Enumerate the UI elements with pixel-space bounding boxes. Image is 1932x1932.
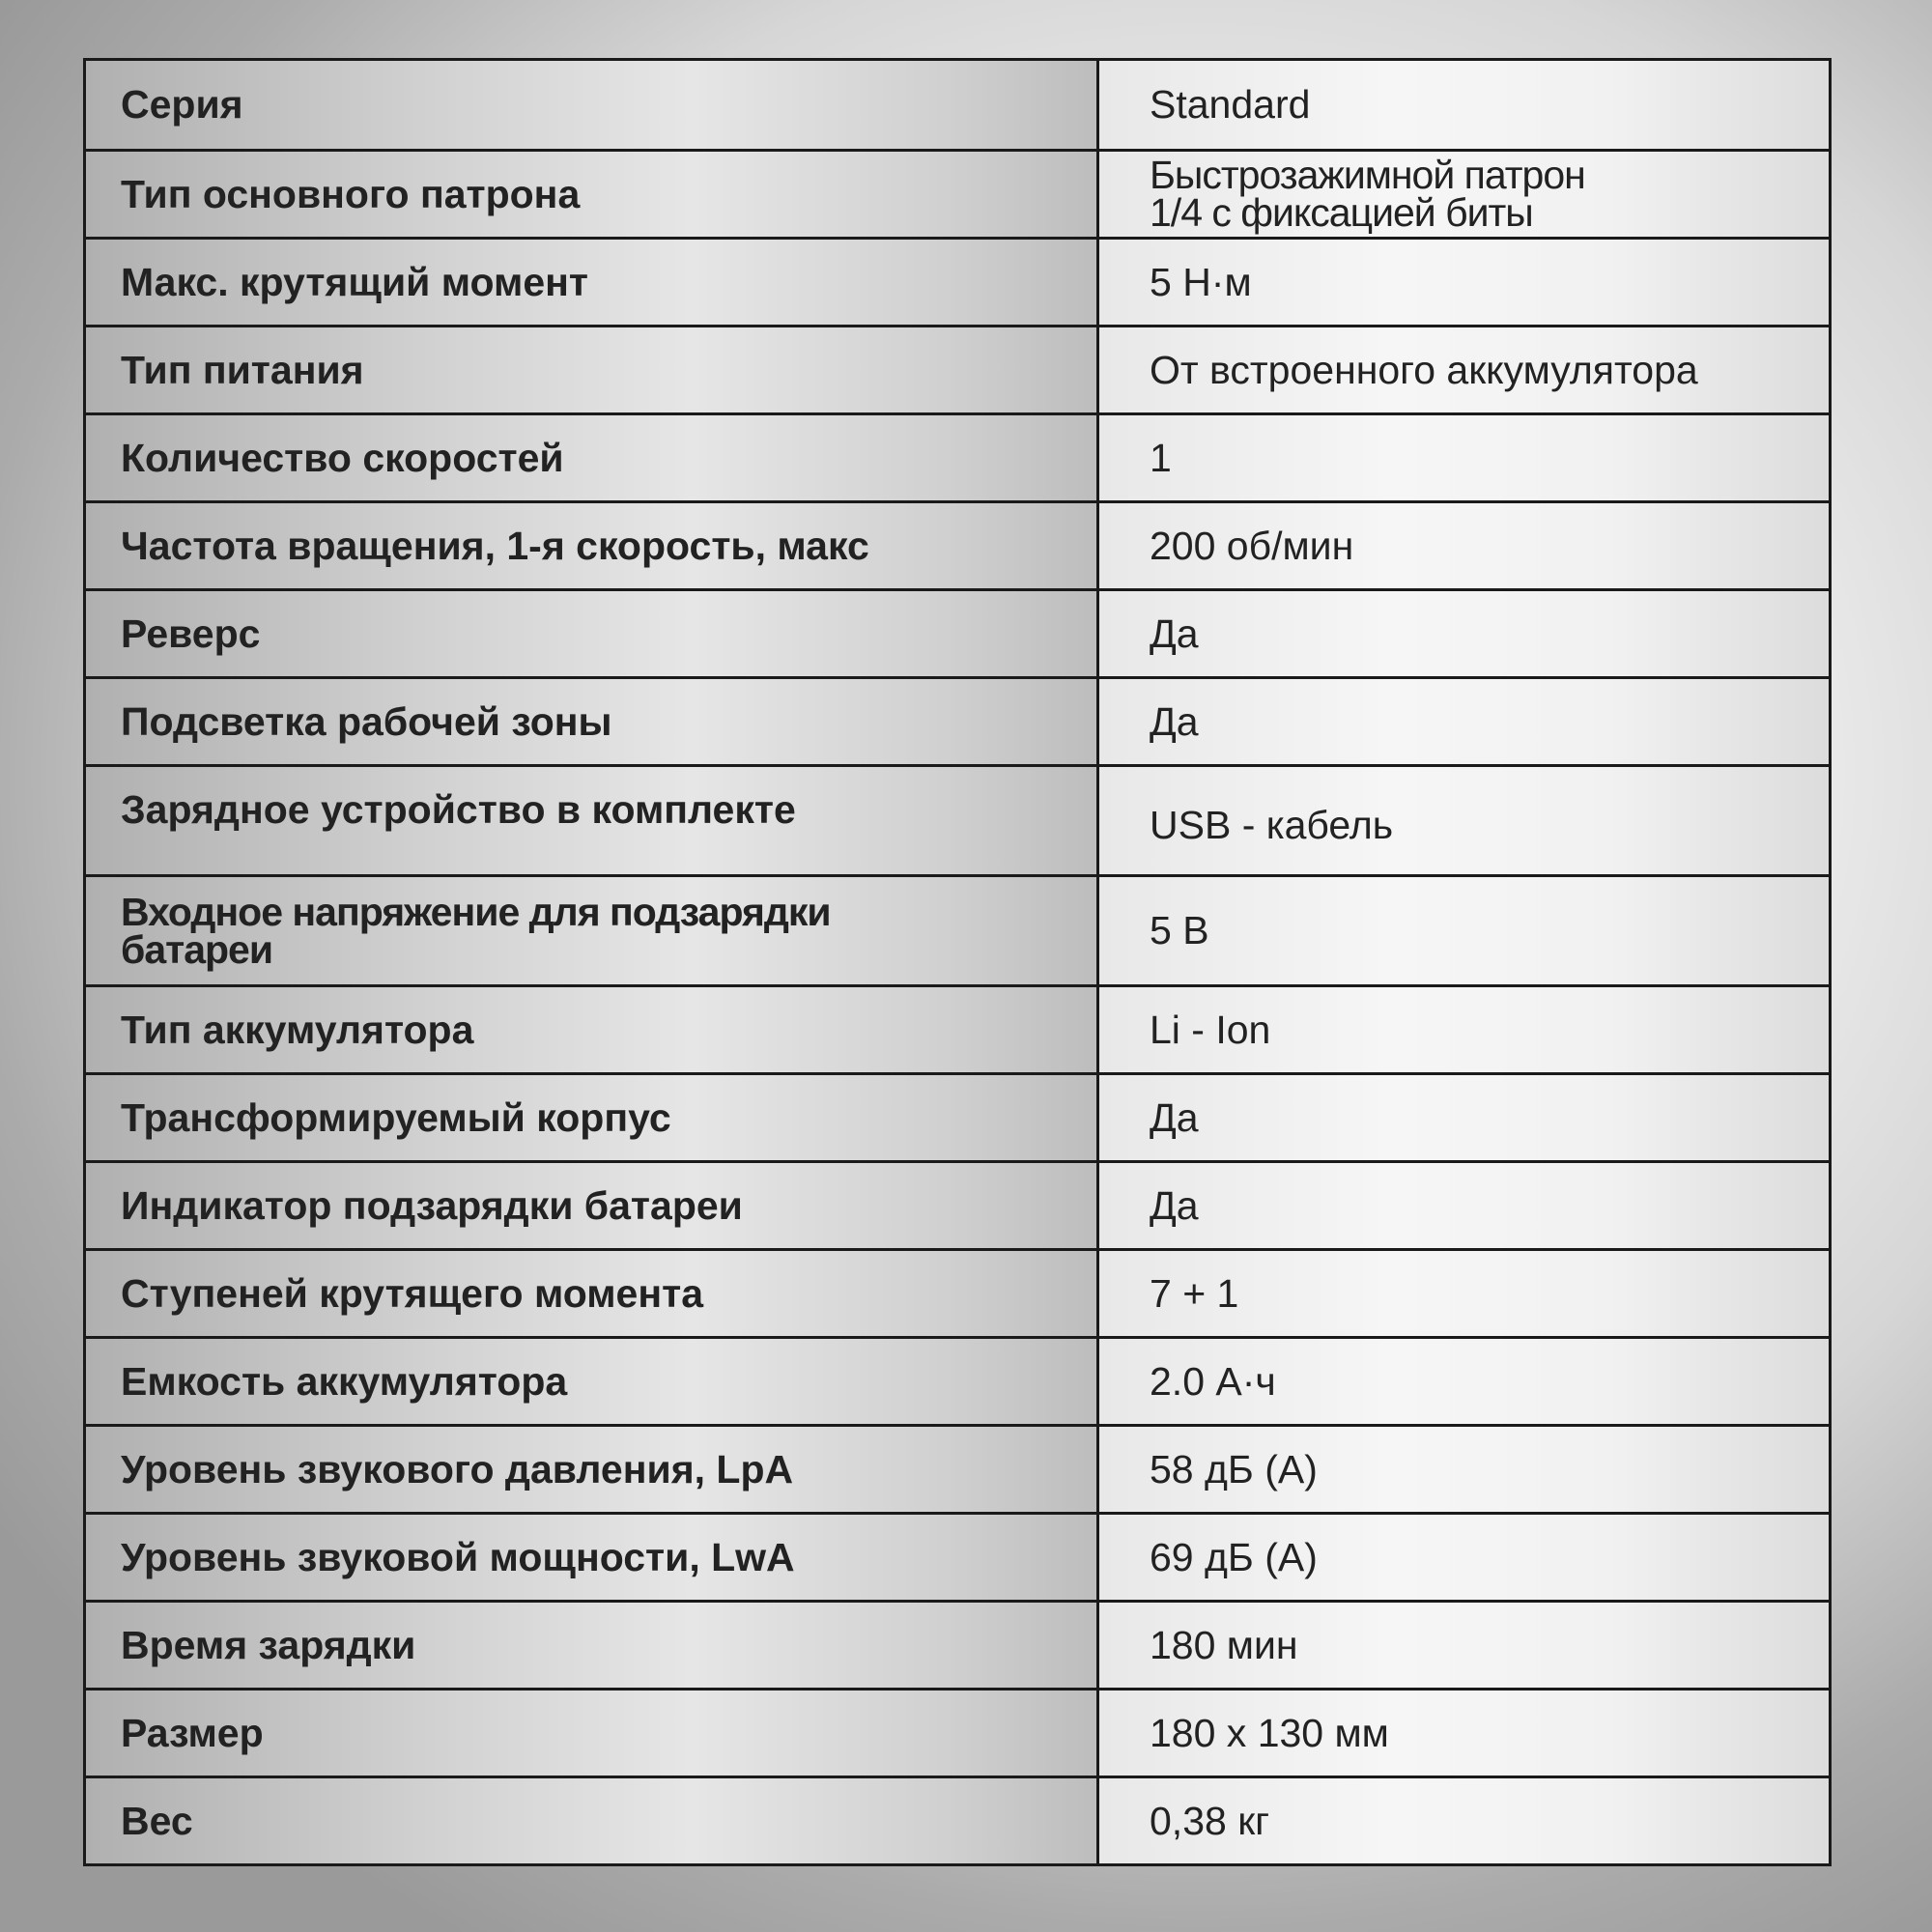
spec-table <box>83 58 1832 1866</box>
spec-row-series <box>86 61 1829 149</box>
spec-label: Вес <box>86 1778 1099 1863</box>
spec-value: От встроенного аккумулятора <box>1099 327 1829 412</box>
spec-value: Да <box>1099 679 1829 764</box>
spec-row-max-torque <box>86 237 1829 325</box>
spec-label: Подсветка рабочей зоны <box>86 679 1099 764</box>
spec-row-work-light <box>86 676 1829 764</box>
spec-value: 7 + 1 <box>1099 1251 1829 1336</box>
spec-label: Время зарядки <box>86 1603 1099 1688</box>
spec-row-battery-capacity <box>86 1336 1829 1424</box>
spec-value: 2.0 А·ч <box>1099 1339 1829 1424</box>
spec-label: Уровень звукового давления, LpA <box>86 1427 1099 1512</box>
spec-row-weight <box>86 1776 1829 1863</box>
spec-value: 69 дБ (А) <box>1099 1515 1829 1600</box>
spec-value: 180 x 130 мм <box>1099 1690 1829 1776</box>
spec-value: 58 дБ (А) <box>1099 1427 1829 1512</box>
spec-value: 0,38 кг <box>1099 1778 1829 1863</box>
spec-value: Да <box>1099 591 1829 676</box>
spec-row-sound-power <box>86 1512 1829 1600</box>
spec-row-rotation-speed <box>86 500 1829 588</box>
spec-row-reverse <box>86 588 1829 676</box>
spec-row-charge-indicator <box>86 1160 1829 1248</box>
spec-value: USB - кабель <box>1099 767 1829 874</box>
spec-label: Серия <box>86 61 1099 149</box>
spec-value: 1 <box>1099 415 1829 500</box>
spec-label: Тип питания <box>86 327 1099 412</box>
spec-value: 200 об/мин <box>1099 503 1829 588</box>
spec-row-input-voltage <box>86 874 1829 984</box>
spec-row-charger <box>86 764 1829 874</box>
spec-label: Ступеней крутящего момента <box>86 1251 1099 1336</box>
spec-label: Входное напряжение для подзарядки батареи <box>86 877 1099 984</box>
spec-value: 5 В <box>1099 877 1829 984</box>
spec-label: Размер <box>86 1690 1099 1776</box>
spec-value: 5 Н·м <box>1099 240 1829 325</box>
spec-value: Standard <box>1099 61 1829 149</box>
spec-label: Макс. крутящий момент <box>86 240 1099 325</box>
spec-value: 180 мин <box>1099 1603 1829 1688</box>
spec-label: Тип основного патрона <box>86 152 1099 237</box>
spec-label: Реверс <box>86 591 1099 676</box>
spec-row-battery-type <box>86 984 1829 1072</box>
spec-label: Зарядное устройство в комплекте <box>86 767 1099 874</box>
spec-label: Тип аккумулятора <box>86 987 1099 1072</box>
spec-label: Частота вращения, 1-я скорость, макс <box>86 503 1099 588</box>
spec-value: Быстрозажимной патрон 1/4 с фиксацией биты <box>1099 152 1829 237</box>
spec-label: Уровень звуковой мощности, LwA <box>86 1515 1099 1600</box>
spec-label: Трансформируемый корпус <box>86 1075 1099 1160</box>
spec-label: Индикатор подзарядки батареи <box>86 1163 1099 1248</box>
spec-row-speed-count <box>86 412 1829 500</box>
spec-row-sound-pressure <box>86 1424 1829 1512</box>
spec-label: Количество скоростей <box>86 415 1099 500</box>
spec-row-size <box>86 1688 1829 1776</box>
spec-value: Li - Ion <box>1099 987 1829 1072</box>
spec-label: Емкость аккумулятора <box>86 1339 1099 1424</box>
spec-row-torque-steps <box>86 1248 1829 1336</box>
spec-row-transformable-body <box>86 1072 1829 1160</box>
spec-row-power-type <box>86 325 1829 412</box>
spec-row-chuck-type <box>86 149 1829 237</box>
spec-row-charge-time <box>86 1600 1829 1688</box>
spec-value: Да <box>1099 1075 1829 1160</box>
spec-value: Да <box>1099 1163 1829 1248</box>
